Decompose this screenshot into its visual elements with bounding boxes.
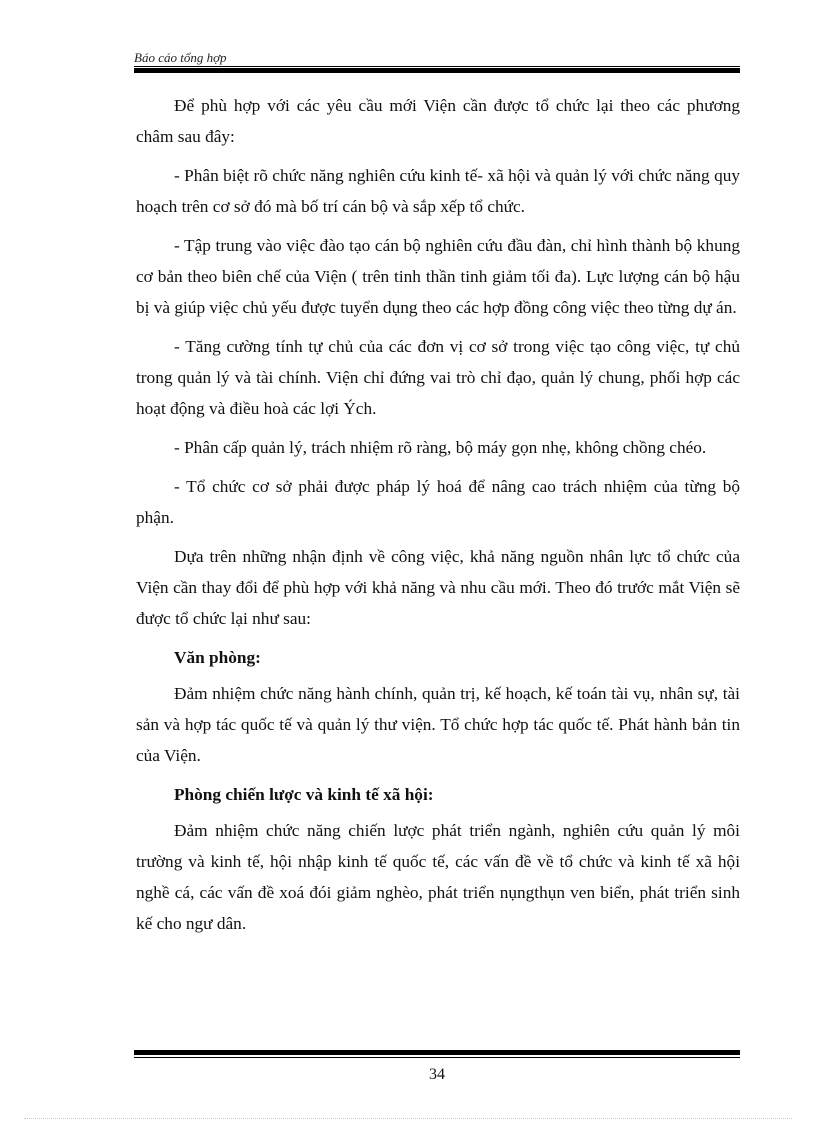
bullet-paragraph: - Phân biệt rõ chức năng nghiên cứu kinh tế- xã hội và quản lý với chức năng quy hoạch trên cơ sở đó mà bố trí cán bộ và sắp xếp tổ chức. xyxy=(136,166,740,216)
section-heading-van-phong: Văn phòng: xyxy=(174,648,261,667)
footer-rule-thin xyxy=(134,1057,740,1058)
header-rule-thin xyxy=(134,66,740,67)
page-edge-divider xyxy=(24,1118,792,1119)
bullet-paragraph: - Tăng cường tính tự chủ của các đơn vị cơ sở trong việc tạo công việc, tự chủ trong quản lý và tài chính. Viện chỉ đứng vai trò chỉ đạo, quản lý chung, phối hợp các hoạt động và điều hoà các lợi Ých. xyxy=(136,337,740,418)
page-body xyxy=(136,90,740,947)
header-rule-thick xyxy=(134,68,740,73)
body-paragraph: Để phù hợp với các yêu cầu mới Viện cần được tổ chức lại theo các phương châm sau đây: xyxy=(136,96,740,146)
bullet-paragraph: - Tổ chức cơ sở phải được pháp lý hoá để nâng cao trách nhiệm của từng bộ phận. xyxy=(136,477,740,527)
bullet-paragraph: - Phân cấp quản lý, trách nhiệm rõ ràng, bộ máy gọn nhẹ, không chồng chéo. xyxy=(174,438,707,457)
bullet-paragraph: - Tập trung vào việc đào tạo cán bộ nghiên cứu đầu đàn, chỉ hình thành bộ khung cơ bản theo biên chế của Viện ( trên tinh thần tinh giảm tối đa). Lực lượng cán bộ hậu bị và giúp việc chủ yếu được tuyển dụng theo các hợp đồng công việc theo từng dự án. xyxy=(136,236,740,317)
running-header-title: Báo cáo tổng hợp xyxy=(134,50,227,65)
footer-rule-thick xyxy=(134,1050,740,1055)
body-paragraph: Dựa trên những nhận định về công việc, khả năng nguồn nhân lực tổ chức của Viện cần thay đổi để phù hợp với khả năng và nhu cầu mới. Theo đó trước mắt Viện sẽ được tổ chức lại như sau: xyxy=(136,547,740,628)
section-text-chien-luoc: Đảm nhiệm chức năng chiến lược phát triển ngành, nghiên cứu quản lý môi trường và kinh tế, hội nhập kinh tế quốc tế, các vấn đề về tổ chức và kinh tế xã hội nghề cá, các vấn đề xoá đói giảm nghèo, phát triển nụngthụn ven biển, phát triển sinh kế cho ngư dân. xyxy=(136,821,740,933)
section-heading-chien-luoc: Phòng chiến lược và kinh tế xã hội: xyxy=(174,785,434,804)
page-number: 34 xyxy=(429,1066,445,1083)
section-text-van-phong: Đảm nhiệm chức năng hành chính, quản trị, kế hoạch, kế toán tài vụ, nhân sự, tài sản và hợp tác quốc tế và quản lý thư viện. Tổ chức hợp tác quốc tế. Phát hành bản tin của Viện. xyxy=(136,684,740,765)
